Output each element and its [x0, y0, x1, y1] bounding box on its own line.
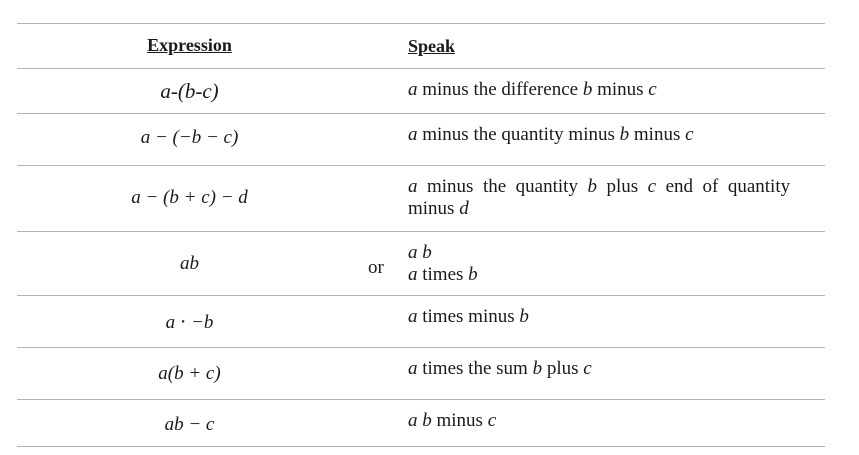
speak-cell — [408, 306, 825, 328]
table-row — [17, 399, 825, 447]
expression-cell: a ⋅ −b — [165, 312, 214, 333]
column-header-speak — [408, 35, 825, 58]
expression-cell: a − (−b − c) — [140, 127, 239, 148]
speak-cell — [408, 79, 825, 101]
speak-line: a b — [408, 242, 432, 263]
speak-line: a minus the difference b minus c — [408, 79, 657, 100]
speak-cell — [408, 176, 825, 220]
expression-cell: ab − c — [164, 414, 215, 435]
speak-line: minus d — [408, 198, 469, 219]
speak-cell — [408, 124, 825, 146]
speak-line: a b minus c — [408, 410, 497, 431]
speak-line: a times minus b — [408, 306, 529, 327]
table-row — [17, 113, 825, 165]
expression-header-label: Expression — [147, 35, 232, 55]
table-row — [17, 295, 825, 347]
table-header-row — [17, 23, 825, 68]
or-label: or — [368, 257, 384, 278]
expression-cell: ab — [180, 253, 199, 274]
speak-header-label: Speak — [408, 36, 456, 56]
expression-cell: a-(b-c) — [160, 79, 219, 103]
speak-line: a times the sum b plus c — [408, 358, 592, 379]
speak-cell — [408, 410, 825, 432]
expression-cell: a − (b + c) − d — [131, 187, 248, 208]
table-row — [17, 165, 825, 231]
table-row — [17, 231, 825, 295]
table-row — [17, 68, 825, 113]
expression-cell: a(b + c) — [158, 363, 221, 384]
speak-line: a minus the quantity minus b minus c — [408, 124, 694, 145]
speak-cell — [408, 242, 825, 286]
speak-cell — [408, 358, 825, 380]
speak-line: a minus the quantity b plus c end of quantity — [408, 176, 791, 197]
expression-speak-table — [17, 23, 825, 447]
speak-line: a times b — [408, 264, 478, 285]
column-header-expression — [17, 35, 362, 57]
table-row — [17, 347, 825, 399]
